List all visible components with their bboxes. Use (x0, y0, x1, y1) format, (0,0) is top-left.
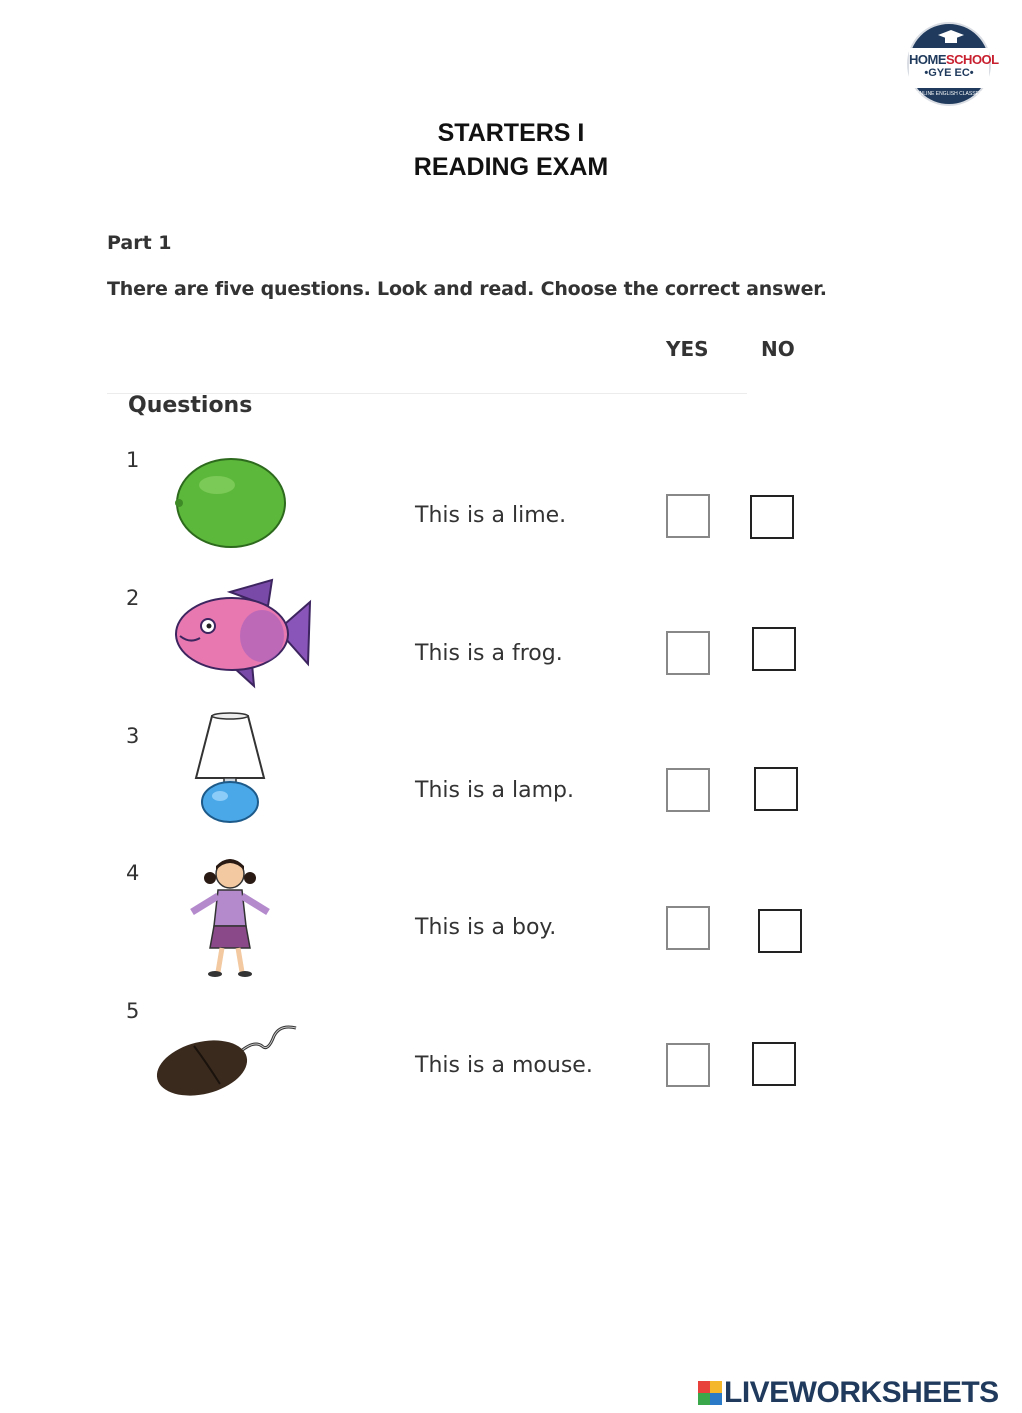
part-label: Part 1 (107, 232, 172, 254)
question-number: 3 (126, 724, 140, 748)
footer-brand (698, 1377, 999, 1409)
yes-column-header: YES (666, 337, 709, 361)
no-answer-box[interactable] (758, 909, 802, 953)
logo-name: HOMESCHOOL (909, 52, 999, 67)
question-sentence: This is a boy. (415, 915, 557, 940)
question-sentence: This is a lime. (415, 503, 567, 528)
yes-answer-box[interactable] (666, 768, 710, 812)
footer-brand-text: LIVEWORKSHEETS (724, 1376, 999, 1409)
logo-subtitle: •GYE EC• (924, 67, 974, 79)
lime-picture (172, 455, 290, 551)
question-number: 4 (126, 861, 140, 885)
question-number: 5 (126, 999, 140, 1023)
instructions: There are five questions. Look and read. Choose the correct answer. (107, 278, 827, 300)
page-title: STARTERS I (437, 119, 585, 147)
yes-answer-box[interactable] (666, 494, 710, 538)
girl-picture (184, 856, 276, 980)
no-answer-box[interactable] (754, 767, 798, 811)
school-logo (907, 22, 999, 106)
no-answer-box[interactable] (752, 1042, 796, 1086)
no-column-header: NO (761, 337, 795, 361)
question-sentence: This is a mouse. (415, 1053, 593, 1078)
fish-picture (170, 578, 312, 688)
question-number: 2 (126, 586, 140, 610)
yes-answer-box[interactable] (666, 631, 710, 675)
yes-answer-box[interactable] (666, 906, 710, 950)
question-number: 1 (126, 448, 140, 472)
no-answer-box[interactable] (752, 627, 796, 671)
question-sentence: This is a frog. (415, 641, 563, 666)
computer-mouse-picture (154, 1022, 300, 1098)
no-answer-box[interactable] (750, 495, 794, 539)
questions-heading: Questions (128, 393, 253, 418)
graduation-cap-icon (938, 30, 964, 46)
liveworksheets-logo-icon (698, 1381, 722, 1405)
lamp-picture (190, 712, 270, 824)
yes-answer-box[interactable] (666, 1043, 710, 1087)
question-sentence: This is a lamp. (415, 778, 574, 803)
logo-tagline: ONLINE ENGLISH CLASSES (915, 91, 983, 97)
page-subtitle: READING EXAM (413, 153, 609, 181)
